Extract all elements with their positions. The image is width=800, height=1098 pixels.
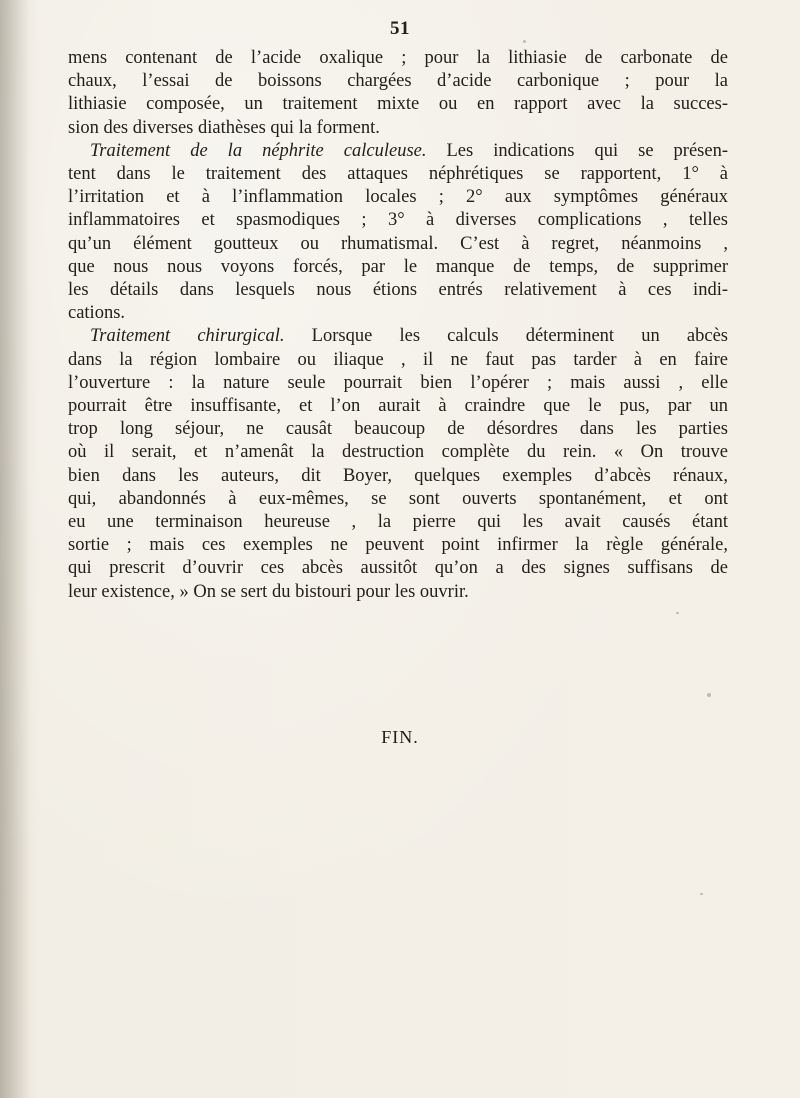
text-run: mens contenant de l’acide oxalique ; pour la lithiasie de carbonate de: [68, 48, 728, 68]
body-text: [68, 47, 728, 604]
text-run: qui, abandonnés à eux-mêmes, se sont ouverts spontanément, et ont: [68, 488, 728, 509]
text-run: l’irritation et à l’inflammation locales ; 2° aux symptômes généraux: [68, 187, 728, 208]
text-line: [68, 140, 728, 163]
section-heading: Traitement chirurgical.: [90, 326, 285, 347]
paper-speck: [712, 355, 714, 357]
text-line: [68, 47, 728, 70]
text-line: [68, 395, 728, 418]
text-run: les détails dans lesquels nous étions entrés relativement à ces indi-: [68, 280, 728, 301]
text-run: chaux, l’essai de boissons chargées d’acide carbonique ; pour la: [68, 71, 728, 92]
text-line: [68, 441, 728, 464]
text-run: dans la région lombaire ou iliaque , il ne faut pas tarder à en faire: [68, 349, 728, 370]
paper-speck: [707, 693, 711, 697]
text-line: [68, 511, 728, 534]
text-run: l’ouverture : la nature seule pourrait bien l’opérer ; mais aussi , elle: [68, 372, 728, 393]
text-line: [68, 488, 728, 511]
paper-speck: [676, 612, 679, 614]
text-line: [68, 233, 728, 256]
text-run: leur existence, » On se sert du bistouri pour les ouvrir.: [68, 581, 469, 602]
page-number: 51: [390, 18, 410, 39]
binding-shadow: [0, 0, 30, 1098]
text-run: trop long séjour, ne causât beaucoup de désordres dans les parties: [68, 419, 728, 440]
text-run: Les indications qui se présen-: [426, 140, 729, 161]
text-run: lithiasie composée, un traitement mixte ou en rapport avec la succes-: [68, 94, 728, 115]
text-run: eu une terminaison heureuse , la pierre qui les avait causés étant: [68, 512, 728, 533]
text-run: sortie ; mais ces exemples ne peuvent point infirmer la règle générale,: [68, 535, 728, 556]
text-line: [68, 256, 728, 279]
text-run: inflammatoires et spasmodiques ; 3° à diverses complications , telles: [68, 210, 728, 231]
text-line: [68, 325, 728, 348]
text-line: [68, 418, 728, 441]
text-run: qui prescrit d’ouvrir ces abcès aussitôt qu’on a des signes suffisans de: [68, 558, 728, 579]
text-run: Lorsque les calculs déterminent un abcès: [284, 326, 728, 347]
end-mark: FIN.: [381, 727, 419, 747]
text-line: [68, 465, 728, 488]
text-run: sion des diverses diathèses qui la forment.: [68, 117, 380, 138]
text-line: [68, 209, 728, 232]
text-line: [68, 117, 728, 140]
text-run: tent dans le traitement des attaques néphrétiques se rapportent, 1° à: [68, 164, 728, 185]
text-line: [68, 581, 728, 604]
paper-speck: [700, 893, 703, 895]
text-run: pourrait être insuffisante, et l’on aurait à craindre que le pus, par un: [68, 396, 728, 417]
paper-speck: [523, 40, 526, 43]
text-line: [68, 93, 728, 116]
section-heading: Traitement de la néphrite calculeuse.: [90, 140, 427, 161]
text-run: qu’un élément goutteux ou rhumatismal. C’est à regret, néanmoins ,: [68, 233, 728, 254]
text-line: [68, 372, 728, 395]
text-line: [68, 534, 728, 557]
text-line: [68, 186, 728, 209]
text-line: [68, 70, 728, 93]
text-run: où il serait, et n’amenât la destruction complète du rein. « On trouve: [68, 442, 728, 463]
text-run: cations.: [68, 303, 126, 324]
text-line: [68, 279, 728, 302]
text-line: [68, 302, 728, 325]
text-run: que nous nous voyons forcés, par le manque de temps, de supprimer: [68, 256, 728, 277]
text-line: [68, 349, 728, 372]
text-line: [68, 557, 728, 580]
text-run: bien dans les auteurs, dit Boyer, quelques exemples d’abcès rénaux,: [68, 465, 728, 486]
text-line: [68, 163, 728, 186]
